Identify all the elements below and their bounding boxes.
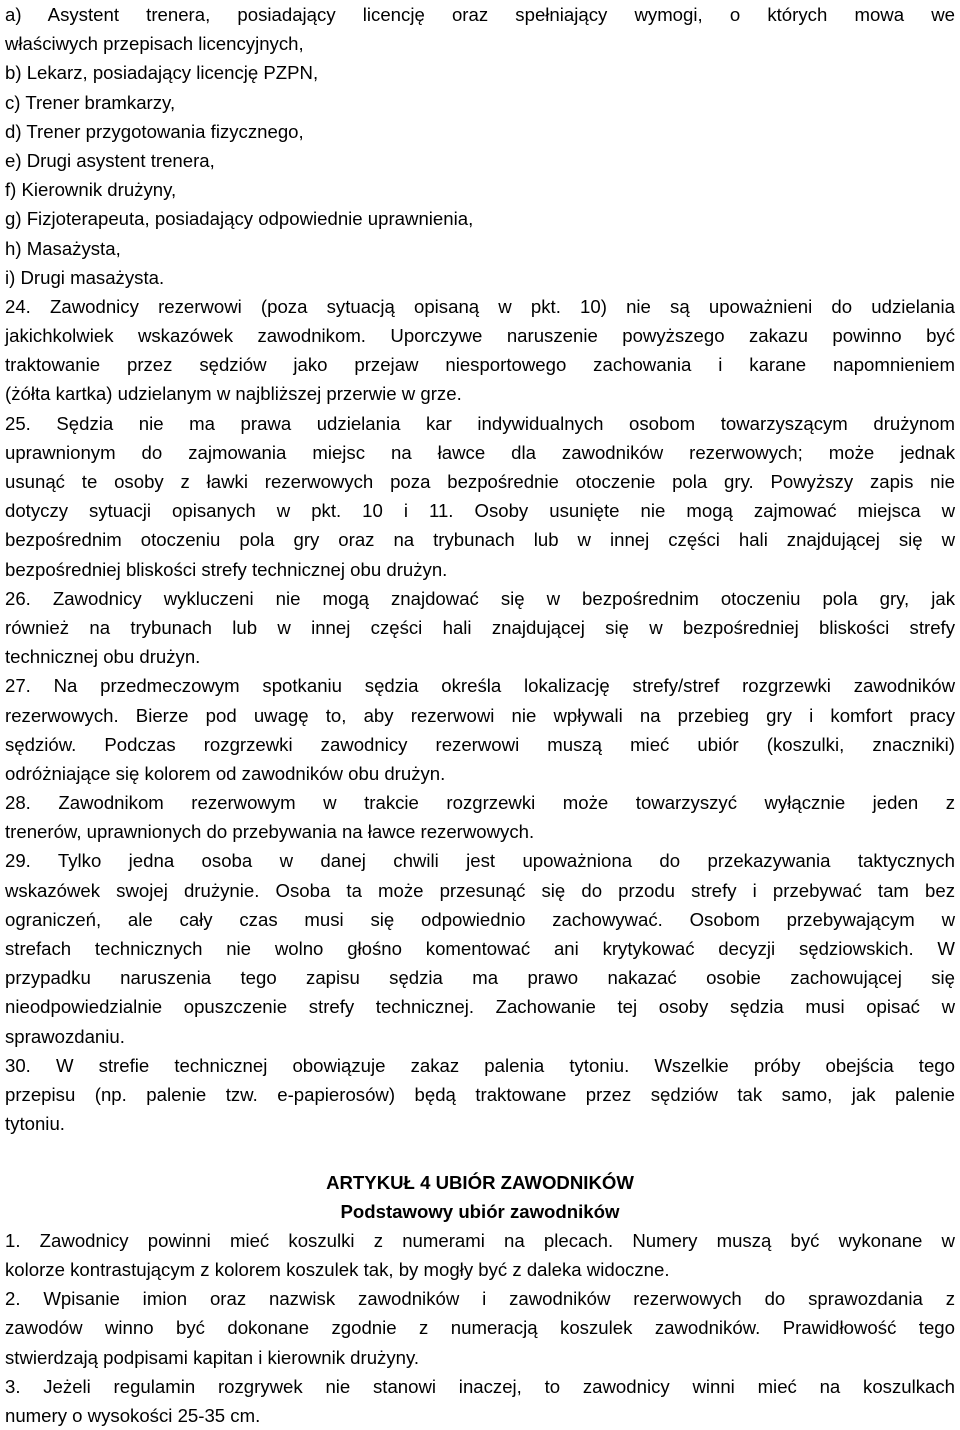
text-line: 29. Tylko jedna osoba w danej chwili jest upoważniona do przekazywania taktycznych — [5, 850, 955, 872]
text-line: trenerów, uprawnionych do przebywania na ławce rezerwowych. — [5, 821, 535, 843]
text-line: d) Trener przygotowania fizycznego, — [5, 120, 304, 142]
text-line: właściwych przepisach licencyjnych, — [5, 33, 304, 55]
text-line: 30. W strefie technicznej obowiązuje zakaz palenia tytoniu. Wszelkie próby obejścia tego — [5, 1054, 955, 1076]
text-line: e) Drugi asystent trenera, — [5, 149, 215, 171]
text-line: strefach technicznych nie wolno głośno komentować ani krytykować decyzji sędziowskich. W — [5, 938, 955, 959]
text-line: (żółta kartka) udzielanym w najbliższej przerwie w grze. — [5, 383, 462, 405]
text-line: numery o wysokości 25-35 cm. — [5, 1405, 261, 1426]
text-line: przypadku naruszenia tego zapisu sędzia ma prawo nakazać osobie zachowującej się — [5, 967, 955, 989]
text-line: bezpośrednim otoczeniu pola gry oraz na trybunach lub w innej części hali znajdującej się w — [5, 529, 955, 551]
text-line: f) Kierownik drużyny, — [5, 179, 177, 201]
text-line: c) Trener bramkarzy, — [5, 91, 176, 113]
text-line: 2. Wpisanie imion oraz nazwisk zawodników i zawodników rezerwowych do sprawozdania z — [5, 1288, 955, 1310]
text-line: jakichkolwiek wskazówek zawodnikom. Uporczywe naruszenie powyższego zakazu powinno być — [5, 325, 955, 347]
text-line: odróżniające się kolorem od zawodników obu drużyn. — [5, 762, 446, 784]
text-line: i) Drugi masażysta. — [5, 266, 165, 288]
text-line: technicznej obu drużyn. — [5, 646, 201, 668]
text-line: a) Asystent trenera, posiadający licencję oraz spełniający wymogi, o których mowa we — [5, 4, 955, 25]
text-line: 27. Na przedmeczowym spotkaniu sędzia określa lokalizację strefy/stref rozgrzewki zawodników — [5, 675, 955, 697]
text-line: ograniczeń, ale cały czas musi się odpowiednio zachowywać. Osobom przebywającym w — [5, 908, 955, 930]
section-subheading: Podstawowy ubiór zawodników — [340, 1200, 620, 1222]
text-line: 25. Sędzia nie ma prawa udzielania kar indywidualnych osobom towarzyszącym drużynom — [5, 412, 955, 434]
text-line: 1. Zawodnicy powinni mieć koszulki z numerami na plecach. Numery muszą być wykonane w — [5, 1229, 955, 1251]
article-heading: ARTYKUŁ 4 UBIÓR ZAWODNIKÓW — [326, 1171, 634, 1193]
text-line: wskazówek swojej drużynie. Osoba ta może przesunąć się do przodu strefy i przebywać tam bez — [5, 879, 955, 901]
text-line: nieodpowiedzialnie opuszczenie strefy technicznej. Zachowanie tej osoby sędzia musi opisać w — [5, 996, 955, 1018]
text-line: dotyczy sytuacji opisanych w pkt. 10 i 11. Osoby usunięte nie mogą zajmować miejsca w — [5, 500, 955, 522]
text-line: sędziów. Podczas rozgrzewki zawodnicy rezerwowi muszą mieć ubiór (koszulki, znaczniki) — [5, 733, 955, 755]
text-line: stwierdzają podpisami kapitan i kierownik drużyny. — [5, 1346, 420, 1368]
text-line: rezerwowych. Bierze pod uwagę to, aby rezerwowi nie wpływali na przebieg gry i komfort pracy — [5, 704, 955, 726]
text-line: przepisu (np. palenie tzw. e-papierosów) będą traktowane przez sędziów tak samo, jak palenie — [5, 1083, 955, 1105]
text-line: kolorze kontrastującym z kolorem koszulek tak, by mogły być z daleka widoczne. — [5, 1259, 670, 1281]
text-line: uprawnionym do zajmowania miejsc na ławce dla zawodników rezerwowych; może jednak — [5, 441, 955, 463]
text-line: zawodów winno być dokonane zgodnie z numeracją koszulek zawodników. Prawidłowość tego — [5, 1317, 955, 1339]
text-line: 24. Zawodnicy rezerwowi (poza sytuacją opisaną w pkt. 10) nie są upoważnieni do udzielania — [5, 295, 955, 317]
text-line: sprawozdaniu. — [5, 1025, 125, 1047]
text-line: traktowanie przez sędziów jako przejaw niesportowego zachowania i karane napomnieniem — [5, 354, 955, 376]
text-line: również na trybunach lub w innej części hali znajdującej się w bezpośredniej bliskości strefy — [5, 616, 955, 638]
text-line: bezpośredniej bliskości strefy technicznej obu drużyn. — [5, 558, 448, 580]
text-line: 3. Jeżeli regulamin rozgrywek nie stanowi inaczej, to zawodnicy winni mieć na koszulkach — [5, 1375, 955, 1397]
document-page — [5, 0, 955, 1430]
text-line: b) Lekarz, posiadający licencję PZPN, — [5, 62, 319, 84]
text-line: 28. Zawodnikom rezerwowym w trakcie rozgrzewki może towarzyszyć wyłącznie jeden z — [5, 792, 955, 814]
text-line: usunąć te osoby z ławki rezerwowych poza bezpośrednie otoczenie pola gry. Powyższy zapis nie — [5, 471, 955, 492]
text-line: h) Masażysta, — [5, 237, 121, 259]
text-line: 26. Zawodnicy wykluczeni nie mogą znajdować się w bezpośrednim otoczeniu pola gry, jak — [5, 587, 955, 609]
text-line: g) Fizjoterapeuta, posiadający odpowiednie uprawnienia, — [5, 208, 474, 230]
text-line: tytoniu. — [5, 1113, 65, 1135]
blank-line — [5, 1138, 955, 1167]
